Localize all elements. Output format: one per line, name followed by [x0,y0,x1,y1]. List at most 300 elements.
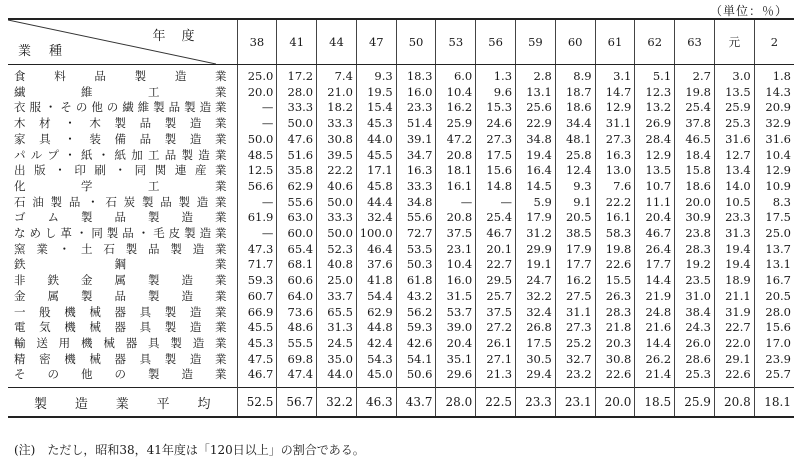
value-cell: 24.6 [476,116,516,132]
value-cell: 5.1 [635,65,675,85]
value-cell: 9.3 [356,65,396,85]
value-cell: 58.3 [595,226,635,242]
value-cell: 22.2 [317,163,357,179]
table-row [8,336,794,352]
value-cell: 10.5 [714,195,754,211]
value-cell: 16.3 [396,163,436,179]
value-cell: 10.4 [436,257,476,273]
value-cell: 22.7 [476,257,516,273]
value-cell: 31.3 [317,320,357,336]
average-value-cell: 43.7 [396,388,436,418]
table-row [8,100,794,116]
year-header: 60 [555,19,595,65]
year-header: 61 [595,19,635,65]
value-cell: 17.1 [356,163,396,179]
value-cell: 27.1 [476,352,516,368]
corner-header [8,19,237,65]
value-cell: 22.6 [714,367,754,387]
value-cell: 16.7 [754,273,794,289]
value-cell: 44.0 [356,132,396,148]
value-cell: 21.3 [476,367,516,387]
value-cell: 14.5 [516,179,556,195]
value-cell: 31.5 [436,289,476,305]
value-cell: 16.1 [436,179,476,195]
value-cell: 59.3 [237,273,277,289]
value-cell: 20.9 [754,100,794,116]
value-cell: 50.0 [237,132,277,148]
value-cell: 18.4 [675,148,715,164]
industry-label: なめし革・同製品・毛皮製造業 [8,226,237,242]
value-cell: 28.0 [754,305,794,321]
value-cell: 48.5 [237,148,277,164]
value-cell: 25.3 [675,367,715,387]
table-row [8,132,794,148]
year-header: 41 [277,19,317,65]
value-cell: 12.9 [595,100,635,116]
value-cell: 23.1 [436,242,476,258]
value-cell: 62.9 [356,305,396,321]
value-cell: 17.5 [754,210,794,226]
value-cell: 53.7 [436,305,476,321]
value-cell: 13.5 [714,85,754,101]
value-cell: 22.9 [516,116,556,132]
value-cell: 55.6 [396,210,436,226]
header-row [8,19,794,65]
value-cell: 39.1 [396,132,436,148]
value-cell: 29.6 [436,367,476,387]
value-cell: 23.3 [714,210,754,226]
value-cell: 21.8 [595,320,635,336]
value-cell: 24.3 [675,320,715,336]
value-cell: 14.4 [635,273,675,289]
value-cell: 50.0 [277,116,317,132]
year-header: 56 [476,19,516,65]
industry-label: 繊維工業 [8,85,237,101]
value-cell: 23.9 [754,352,794,368]
value-cell: 34.8 [516,132,556,148]
industry-label: 家具・装備品製造業 [8,132,237,148]
value-cell: 31.6 [714,132,754,148]
value-cell: 2.8 [516,65,556,85]
value-cell: 30.8 [595,352,635,368]
value-cell: 30.9 [675,210,715,226]
value-cell: 20.5 [754,289,794,305]
value-cell: 51.6 [277,148,317,164]
value-cell: 22.6 [595,257,635,273]
value-cell: 31.9 [714,305,754,321]
value-cell: 16.3 [595,148,635,164]
value-cell: 15.6 [476,163,516,179]
value-cell: 15.8 [675,163,715,179]
value-cell: 44.0 [317,367,357,387]
value-cell: 28.3 [675,242,715,258]
value-cell: 20.8 [436,210,476,226]
table-row [8,320,794,336]
value-cell: 18.6 [555,100,595,116]
value-cell: 31.6 [754,132,794,148]
value-cell: 35.1 [436,352,476,368]
value-cell: 16.0 [436,273,476,289]
value-cell: 25.3 [714,116,754,132]
value-cell: 68.1 [277,257,317,273]
value-cell: 25.2 [555,336,595,352]
value-cell: 38.4 [675,305,715,321]
value-cell: 6.0 [436,65,476,85]
value-cell: 7.6 [595,179,635,195]
value-cell: 60.7 [237,289,277,305]
industry-label: その他の製造業 [8,367,237,387]
value-cell: 16.1 [595,210,635,226]
value-cell: 25.9 [714,100,754,116]
value-cell: — [237,226,277,242]
value-cell: 44.4 [356,195,396,211]
value-cell: 37.6 [356,257,396,273]
value-cell: 25.8 [555,148,595,164]
value-cell: 23.8 [675,226,715,242]
value-cell: 16.2 [436,100,476,116]
value-cell: — [237,195,277,211]
value-cell: 13.5 [635,163,675,179]
value-cell: 50.0 [317,226,357,242]
value-cell: 18.9 [714,273,754,289]
value-cell: 47.3 [237,242,277,258]
table-row [8,148,794,164]
value-cell: 15.5 [595,273,635,289]
table-body [8,65,794,388]
value-cell: 30.5 [516,352,556,368]
value-cell: 13.7 [754,242,794,258]
year-header: 38 [237,19,277,65]
value-cell: 55.6 [277,195,317,211]
industry-label: 化学工業 [8,179,237,195]
average-value-cell: 20.0 [595,388,635,418]
value-cell: 14.4 [635,336,675,352]
industry-label: 電気機械器具製造業 [8,320,237,336]
value-cell: 47.4 [277,367,317,387]
average-value-cell: 18.1 [754,388,794,418]
year-header: 47 [356,19,396,65]
value-cell: 63.0 [277,210,317,226]
value-cell: 19.4 [516,148,556,164]
value-cell: 17.5 [516,336,556,352]
value-cell: 50.6 [396,367,436,387]
value-cell: 12.7 [714,148,754,164]
value-cell: 48.6 [277,320,317,336]
value-cell: 26.1 [476,336,516,352]
average-value-cell: 32.2 [317,388,357,418]
value-cell: 46.4 [356,242,396,258]
table-row [8,210,794,226]
year-header: 44 [317,19,357,65]
value-cell: 37.8 [675,116,715,132]
value-cell: 17.9 [555,242,595,258]
unit-label: （単位：％） [709,4,788,18]
value-cell: 1.3 [476,65,516,85]
footnote: (注) ただし，昭和38，41年度は「120日以上」の割合である。 [14,443,365,457]
average-value-cell: 18.5 [635,388,675,418]
value-cell: 28.4 [635,132,675,148]
value-cell: 32.9 [754,116,794,132]
value-cell: 46.7 [476,226,516,242]
value-cell: 13.4 [714,163,754,179]
value-cell: 23.5 [675,273,715,289]
value-cell: 62.9 [277,179,317,195]
value-cell: 12.5 [237,163,277,179]
value-cell: 18.1 [436,163,476,179]
value-cell: 18.3 [396,65,436,85]
value-cell: 19.1 [516,257,556,273]
value-cell: 47.5 [237,352,277,368]
value-cell: 26.3 [595,289,635,305]
value-cell: 8.3 [754,195,794,211]
value-cell: 61.9 [237,210,277,226]
year-header: 63 [675,19,715,65]
table-row [8,163,794,179]
value-cell: 31.1 [555,305,595,321]
table-row [8,242,794,258]
value-cell: 29.1 [714,352,754,368]
value-cell: 25.4 [476,210,516,226]
value-cell: 20.8 [436,148,476,164]
value-cell: 20.4 [436,336,476,352]
value-cell: 14.7 [595,85,635,101]
value-cell: 39.5 [317,148,357,164]
industry-label: 石油製品・石炭製品製造業 [8,195,237,211]
table-row [8,226,794,242]
value-cell: 59.3 [396,320,436,336]
year-header: 59 [516,19,556,65]
table-row [8,65,794,85]
year-header: 53 [436,19,476,65]
value-cell: 31.0 [675,289,715,305]
value-cell: 45.3 [356,116,396,132]
value-cell: 60.0 [277,226,317,242]
value-cell: 45.3 [237,336,277,352]
value-cell: 14.3 [754,85,794,101]
value-cell: 17.9 [516,210,556,226]
value-cell: 25.0 [317,273,357,289]
value-cell: 35.8 [277,163,317,179]
statistics-table [8,18,794,418]
value-cell: 12.3 [635,85,675,101]
value-cell: 44.8 [356,320,396,336]
value-cell: 32.4 [516,305,556,321]
value-cell: 1.8 [754,65,794,85]
value-cell: 10.9 [754,179,794,195]
value-cell: 23.2 [555,367,595,387]
value-cell: 37.5 [436,226,476,242]
value-cell: 2.7 [675,65,715,85]
industry-label: 非鉄金属製造業 [8,273,237,289]
value-cell: 61.8 [396,273,436,289]
table-row [8,195,794,211]
value-cell: 34.8 [396,195,436,211]
value-cell: 21.9 [635,289,675,305]
value-cell: — [237,100,277,116]
year-header: 元 [714,19,754,65]
industry-label: 精密機械器具製造業 [8,352,237,368]
value-cell: 9.1 [555,195,595,211]
value-cell: — [436,195,476,211]
table-row [8,273,794,289]
value-cell: 27.3 [555,320,595,336]
value-cell: 33.3 [396,179,436,195]
value-cell: 29.4 [516,367,556,387]
value-cell: 34.4 [555,116,595,132]
value-cell: 32.7 [555,352,595,368]
table-row [8,85,794,101]
average-row [8,388,794,418]
value-cell: 56.6 [237,179,277,195]
value-cell: 28.3 [595,305,635,321]
value-cell: 33.3 [277,100,317,116]
value-cell: 7.4 [317,65,357,85]
industry-label: 出版・印刷・同関連産業 [8,163,237,179]
value-cell: 20.4 [635,210,675,226]
value-cell: 51.4 [396,116,436,132]
table-row [8,116,794,132]
value-cell: 54.3 [356,352,396,368]
value-cell: 35.0 [317,352,357,368]
value-cell: 12.4 [555,163,595,179]
value-cell: 3.0 [714,65,754,85]
value-cell: 65.5 [317,305,357,321]
value-cell: 16.0 [396,85,436,101]
table-row [8,257,794,273]
value-cell: 12.9 [635,148,675,164]
value-cell: 40.8 [317,257,357,273]
value-cell: 19.2 [675,257,715,273]
value-cell: 21.1 [714,289,754,305]
value-cell: 25.0 [754,226,794,242]
corner-industry-label: 業種 [18,44,81,59]
value-cell: 20.3 [595,336,635,352]
value-cell: 55.5 [277,336,317,352]
average-value-cell: 23.1 [555,388,595,418]
value-cell: 25.0 [237,65,277,85]
value-cell: 50.3 [396,257,436,273]
value-cell: 20.1 [476,242,516,258]
value-cell: 54.4 [356,289,396,305]
table-row [8,367,794,387]
value-cell: 26.8 [516,320,556,336]
industry-label: 鉄鋼業 [8,257,237,273]
value-cell: 17.0 [754,336,794,352]
value-cell: 16.4 [516,163,556,179]
value-cell: 65.4 [277,242,317,258]
value-cell: 26.4 [635,242,675,258]
value-cell: 33.7 [317,289,357,305]
value-cell: 38.5 [555,226,595,242]
value-cell: 10.7 [635,179,675,195]
value-cell: 26.0 [675,336,715,352]
value-cell: 50.0 [317,195,357,211]
value-cell: 10.4 [436,85,476,101]
average-value-cell: 20.8 [714,388,754,418]
value-cell: 42.4 [356,336,396,352]
average-label: 製造業平均 [8,388,237,418]
value-cell: 15.3 [476,100,516,116]
table-row [8,289,794,305]
value-cell: — [237,116,277,132]
value-cell: 53.5 [396,242,436,258]
industry-label: パルプ・紙・紙加工品製造業 [8,148,237,164]
value-cell: 9.3 [555,179,595,195]
value-cell: 41.8 [356,273,396,289]
average-value-cell: 46.3 [356,388,396,418]
value-cell: 19.8 [675,85,715,101]
value-cell: 37.5 [476,305,516,321]
value-cell: 12.9 [754,163,794,179]
industry-label: 輸送用機械器具製造業 [8,336,237,352]
value-cell: 33.3 [317,116,357,132]
value-cell: 24.8 [635,305,675,321]
value-cell: 56.2 [396,305,436,321]
value-cell: 46.7 [237,367,277,387]
value-cell: 18.2 [317,100,357,116]
value-cell: 27.3 [595,132,635,148]
value-cell: 73.6 [277,305,317,321]
value-cell: 43.2 [396,289,436,305]
value-cell: 45.0 [356,367,396,387]
value-cell: 23.3 [396,100,436,116]
table-row [8,305,794,321]
value-cell: 24.5 [317,336,357,352]
value-cell: 27.3 [476,132,516,148]
value-cell: 42.6 [396,336,436,352]
average-value-cell: 52.5 [237,388,277,418]
value-cell: 28.6 [675,352,715,368]
table-row [8,352,794,368]
value-cell: 24.7 [516,273,556,289]
value-cell: 19.8 [595,242,635,258]
value-cell: 33.3 [317,210,357,226]
value-cell: 25.9 [436,116,476,132]
average-value-cell: 25.9 [675,388,715,418]
value-cell: 20.0 [237,85,277,101]
value-cell: 15.4 [356,100,396,116]
industry-label: 金属製品製造業 [8,289,237,305]
value-cell: 22.7 [714,320,754,336]
value-cell: 21.4 [635,367,675,387]
value-cell: 52.3 [317,242,357,258]
value-cell: 19.4 [714,257,754,273]
value-cell: 39.0 [436,320,476,336]
value-cell: 72.7 [396,226,436,242]
value-cell: 17.7 [555,257,595,273]
value-cell: 45.8 [356,179,396,195]
value-cell: 21.0 [317,85,357,101]
value-cell: 60.6 [277,273,317,289]
value-cell: 26.2 [635,352,675,368]
value-cell: 46.5 [675,132,715,148]
value-cell: 22.6 [595,367,635,387]
value-cell: 22.0 [714,336,754,352]
value-cell: 28.0 [277,85,317,101]
industry-label: 一般機械器具製造業 [8,305,237,321]
value-cell: 31.2 [516,226,556,242]
value-cell: 54.1 [396,352,436,368]
value-cell: — [476,195,516,211]
value-cell: 13.1 [754,257,794,273]
industry-label: 衣服・その他の繊維製品製造業 [8,100,237,116]
value-cell: 11.1 [635,195,675,211]
value-cell: 26.9 [635,116,675,132]
corner-year-label: 年度 [152,29,211,44]
value-cell: 45.5 [237,320,277,336]
value-cell: 29.5 [476,273,516,289]
value-cell: 21.6 [635,320,675,336]
